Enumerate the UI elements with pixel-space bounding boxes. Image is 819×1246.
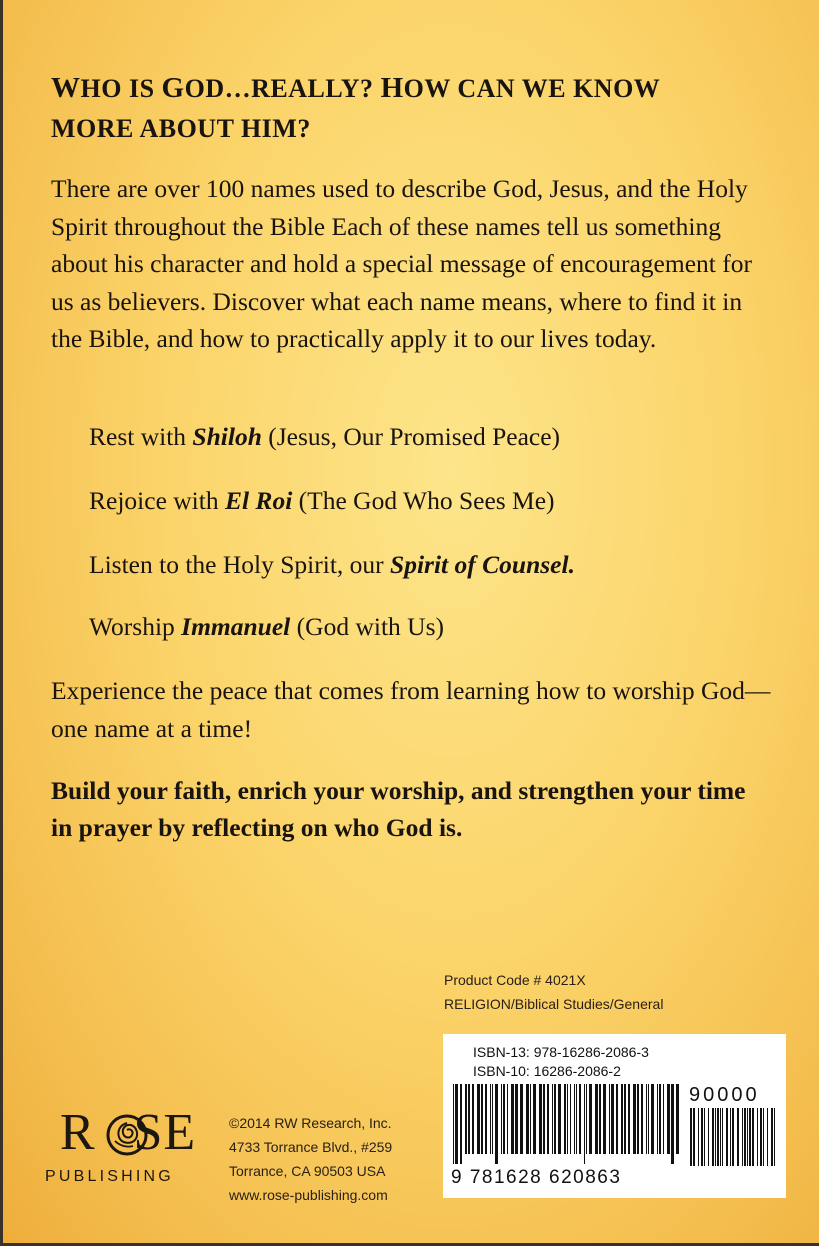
- experience-paragraph: Experience the peace that comes from learning how to worship God—one name at a time!: [51, 676, 771, 743]
- intro-paragraph: There are over 100 names used to describe God, Jesus, and the Holy Spirit throughout the Bible Each of these names tell us something about his character and hold a special message of encouragement for us as believers. Discover what each name means, where to find it in the Bible, and how to practically apply it to our lives today.: [51, 174, 752, 353]
- addon-bar: [742, 1108, 743, 1166]
- addon-bar: [690, 1108, 692, 1166]
- logo-publishing: PUBLISHING: [45, 1168, 174, 1185]
- addon-bar: [698, 1108, 699, 1166]
- addon-bar: [712, 1108, 714, 1166]
- addon-bar: [726, 1108, 728, 1166]
- barcode-bar: [564, 1084, 566, 1154]
- addon-bar: [747, 1108, 748, 1166]
- barcode-bar: [659, 1084, 661, 1154]
- isbn-10: ISBN-10: 16286-2086-2: [473, 1063, 621, 1079]
- addon-bar: [722, 1108, 723, 1166]
- barcode-bar: [503, 1084, 505, 1154]
- rose-icon: [106, 1114, 148, 1156]
- address-line-1: 4733 Torrance Blvd., #259: [229, 1139, 393, 1155]
- barcode-digits: 9 781628 620863: [451, 1167, 622, 1188]
- addon-bar: [752, 1108, 754, 1166]
- barcode-bar: [460, 1084, 462, 1164]
- name-list-item: Rejoice with El Roi (The God Who Sees Me): [89, 486, 555, 515]
- addon-bar: [693, 1108, 695, 1166]
- copyright: ©2014 RW Research, Inc.: [229, 1115, 392, 1131]
- barcode-bar: [570, 1084, 571, 1154]
- barcode-bar: [603, 1084, 606, 1154]
- category: RELIGION/Biblical Studies/General: [444, 996, 664, 1012]
- addon-bar: [717, 1108, 719, 1166]
- name-list-item: Worship Immanuel (God with Us): [89, 612, 444, 641]
- barcode-bar: [641, 1084, 643, 1154]
- barcode-bar: [567, 1084, 568, 1154]
- barcode-bar: [511, 1084, 514, 1154]
- barcode-bar: [584, 1084, 585, 1164]
- barcode-bar: [611, 1084, 614, 1154]
- barcode-bar: [554, 1084, 556, 1154]
- heading-line-2: MORE ABOUT HIM?: [51, 114, 311, 143]
- product-meta: [444, 968, 663, 1016]
- addon-bar: [704, 1108, 705, 1166]
- addon-bar: [732, 1108, 734, 1166]
- ean-barcode-bars: [451, 1084, 683, 1168]
- isbn-barcode: [443, 1034, 786, 1198]
- divine-name: Shiloh: [192, 422, 262, 451]
- barcode-bar: [552, 1084, 553, 1154]
- closing-statement: Build your faith, enrich your worship, and strengthen your time in prayer by reflecting on who God is.: [51, 776, 746, 842]
- barcode-bar: [526, 1084, 529, 1154]
- barcode-bar: [481, 1084, 483, 1154]
- barcode-bar: [663, 1084, 664, 1154]
- barcode-addon-digits: 90000: [689, 1084, 760, 1106]
- rose-publishing-logo: [43, 1104, 213, 1194]
- heading-line-1: WHO IS GOD…REALLY? HOW CAN WE KNOW: [51, 72, 661, 104]
- barcode-bar: [586, 1084, 587, 1154]
- barcode-bar: [579, 1084, 581, 1154]
- barcode-bar: [455, 1084, 458, 1164]
- barcode-bar: [637, 1084, 639, 1154]
- barcode-bar: [646, 1084, 647, 1154]
- barcode-bar: [492, 1084, 493, 1154]
- barcode-bar: [599, 1084, 601, 1154]
- addon-bar: [771, 1108, 773, 1166]
- barcode-bar: [495, 1084, 498, 1164]
- product-code: Product Code # 4021X: [444, 972, 586, 988]
- addon-bar: [708, 1108, 709, 1166]
- barcode-bar: [633, 1084, 636, 1154]
- barcode-bar: [621, 1084, 623, 1154]
- barcode-bar: [539, 1084, 542, 1154]
- addon-bar: [730, 1108, 731, 1166]
- barcode-bar: [520, 1084, 523, 1154]
- name-list-item: Rest with Shiloh (Jesus, Our Promised Peace): [89, 422, 561, 451]
- barcode-bar: [589, 1084, 592, 1154]
- barcode-bar: [558, 1084, 561, 1154]
- barcode-bar: [651, 1084, 654, 1154]
- barcode-bar: [468, 1084, 470, 1154]
- addon-bar: [715, 1108, 716, 1166]
- addon-bar: [749, 1108, 751, 1166]
- barcode-bar: [515, 1084, 518, 1154]
- addon-bar: [767, 1108, 768, 1166]
- barcode-bar: [547, 1084, 549, 1154]
- divine-name: El Roi: [224, 486, 293, 515]
- addon-bar: [757, 1108, 758, 1166]
- barcode-bar: [543, 1084, 545, 1154]
- website: www.rose-publishing.com: [229, 1187, 388, 1203]
- barcode-bar: [465, 1084, 467, 1154]
- barcode-bar: [657, 1084, 658, 1154]
- isbn-13: ISBN-13: 978-16286-2086-3: [473, 1044, 649, 1060]
- barcode-bar: [667, 1084, 670, 1154]
- addon-bar: [737, 1108, 739, 1166]
- publisher-info: [229, 1111, 392, 1207]
- addon-bar: [744, 1108, 746, 1166]
- barcode-bar: [453, 1084, 454, 1164]
- cover-heading: [51, 68, 771, 149]
- barcode-bar: [616, 1084, 618, 1154]
- barcode-bar: [595, 1084, 598, 1154]
- barcode-bar: [530, 1084, 531, 1154]
- barcode-bar: [477, 1084, 480, 1154]
- barcode-bar: [533, 1084, 536, 1154]
- divine-name: Immanuel: [181, 612, 291, 641]
- addon-bar: [774, 1108, 775, 1166]
- barcode-bar: [490, 1084, 491, 1154]
- addon-bar: [763, 1108, 764, 1166]
- barcode-bar: [676, 1084, 679, 1154]
- barcode-bar: [628, 1084, 630, 1154]
- barcode-bar: [576, 1084, 577, 1154]
- barcode-bar: [574, 1084, 575, 1154]
- logo-wordmark: R SE: [59, 1104, 197, 1161]
- name-list-item: Listen to the Holy Spirit, our Spirit of Counsel.: [89, 550, 575, 579]
- addon-bar: [701, 1108, 703, 1166]
- barcode-bar: [624, 1084, 626, 1154]
- barcode-bar: [609, 1084, 610, 1154]
- address-line-2: Torrance, CA 90503 USA: [229, 1163, 386, 1179]
- addon-bar: [720, 1108, 721, 1166]
- barcode-bar: [472, 1084, 474, 1154]
- isbn-numbers: [473, 1043, 649, 1081]
- barcode-bar: [501, 1084, 502, 1154]
- barcode-bar: [671, 1084, 674, 1164]
- barcode-bar: [507, 1084, 508, 1154]
- addon-barcode-bars: [688, 1108, 780, 1192]
- divine-name: Spirit of Counsel.: [390, 550, 575, 579]
- barcode-bar: [648, 1084, 649, 1154]
- addon-bar: [760, 1108, 762, 1166]
- barcode-bar: [485, 1084, 487, 1154]
